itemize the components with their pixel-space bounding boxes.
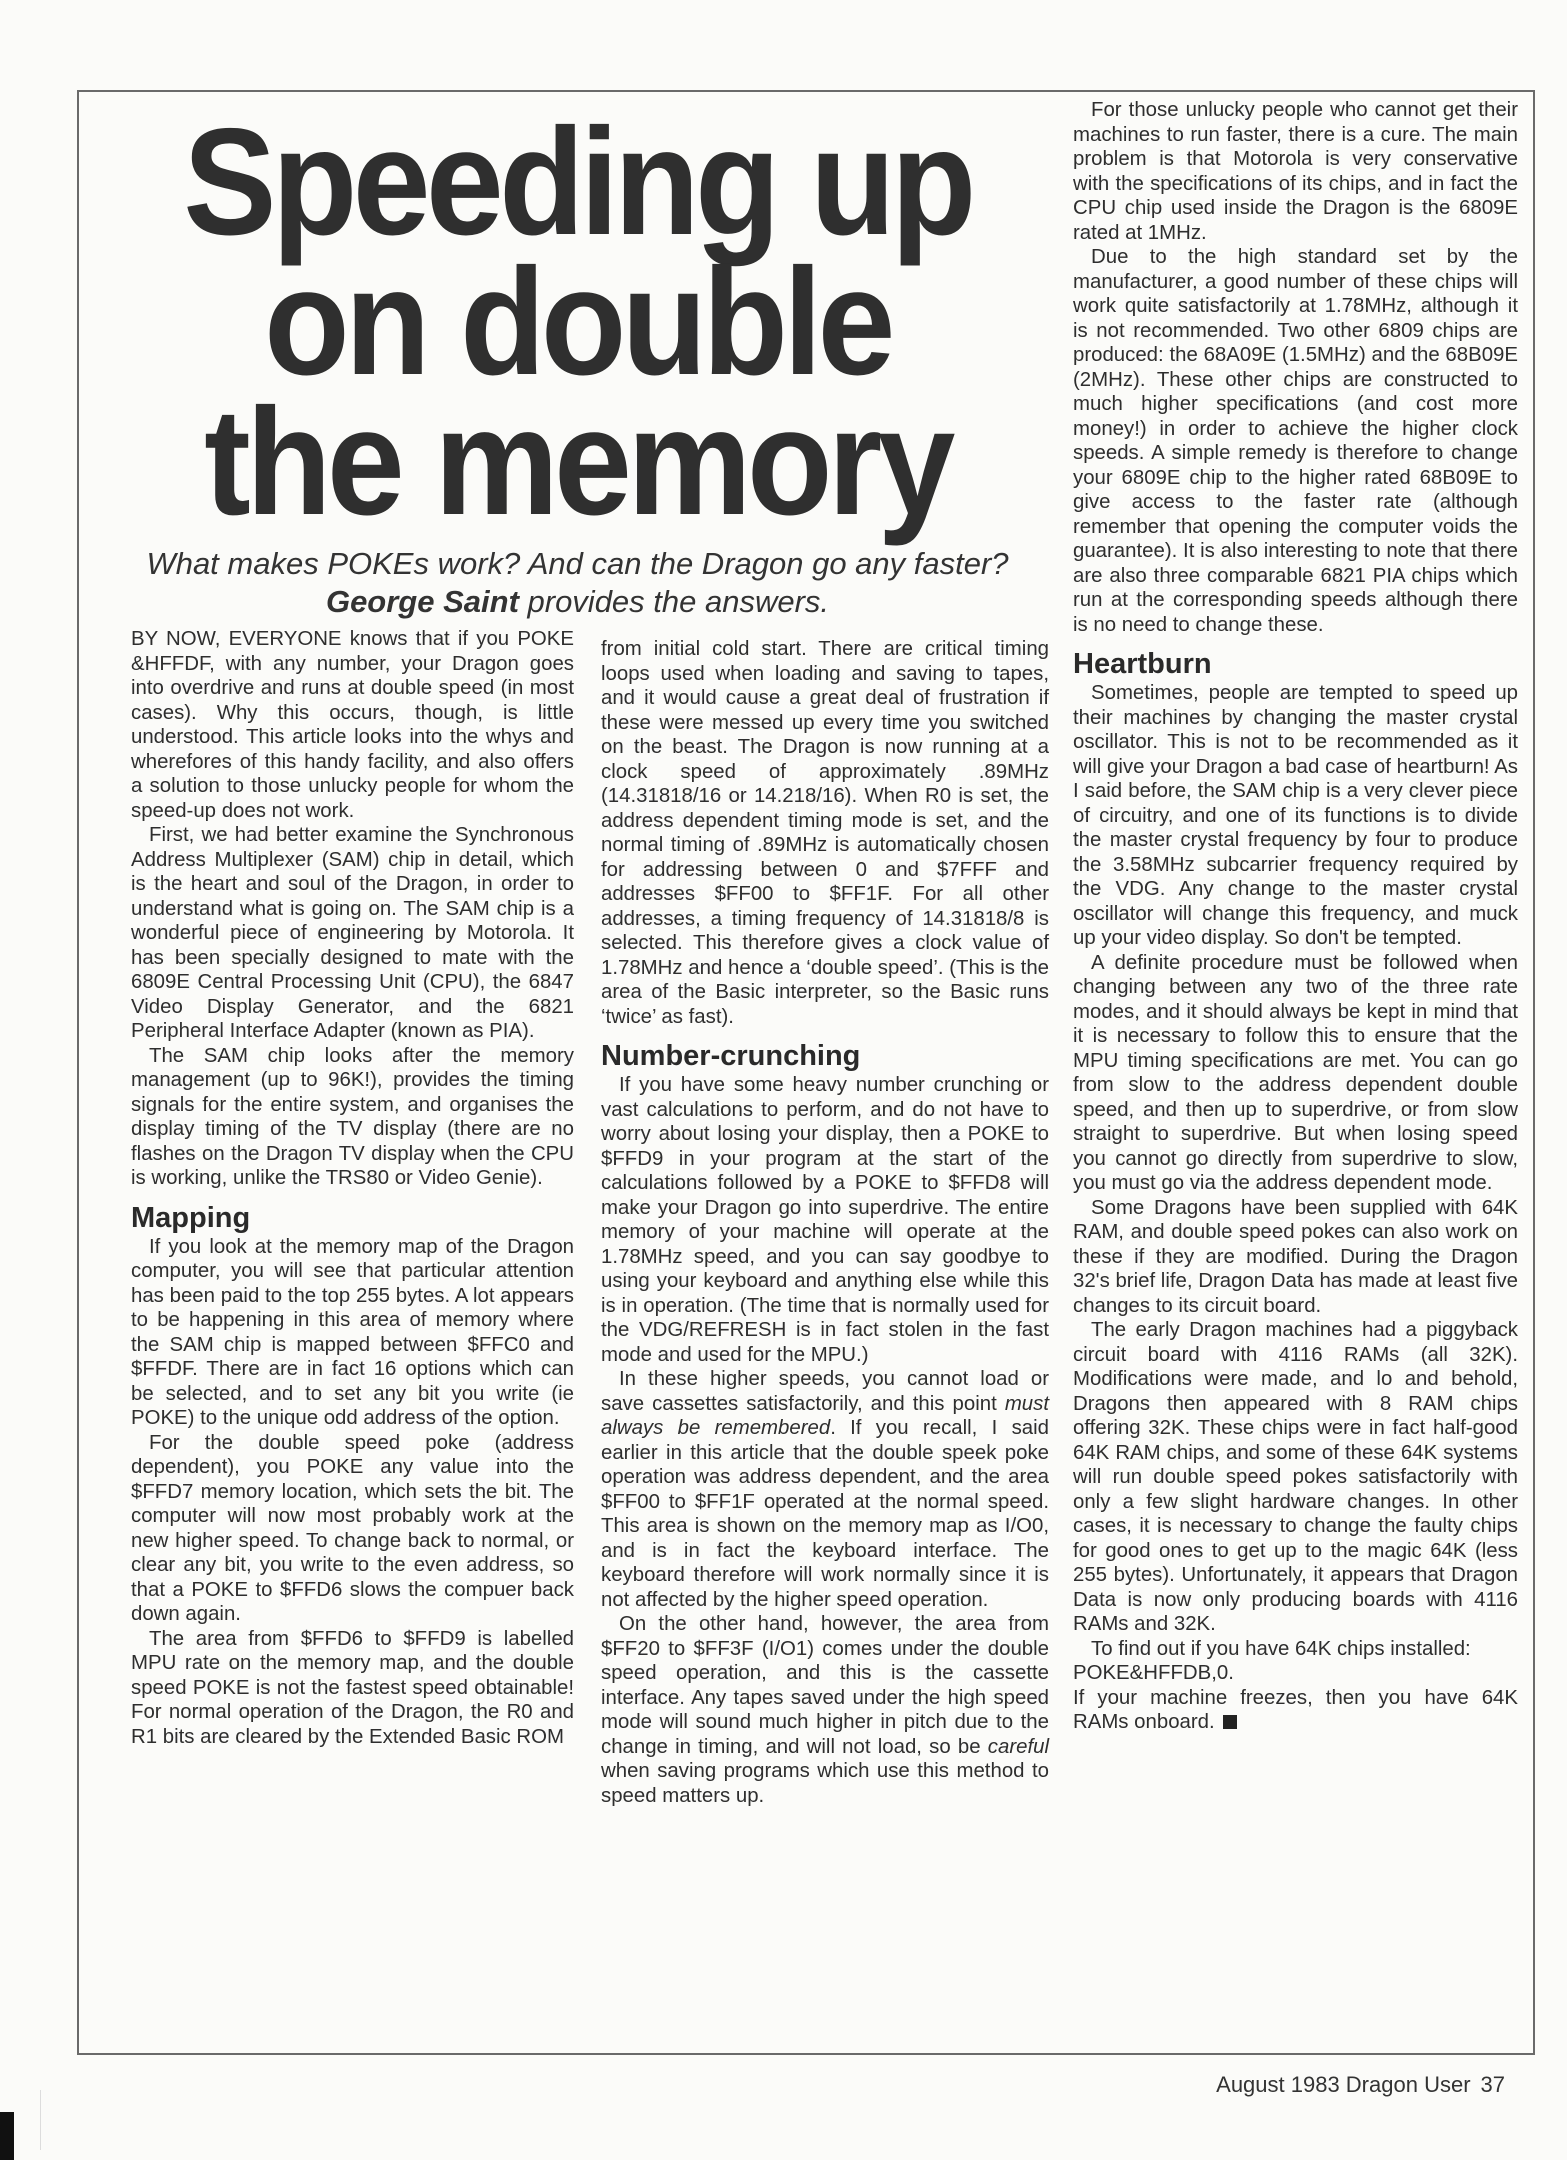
paragraph (601, 1612, 1049, 1808)
subheading-mapping: Mapping (131, 1201, 251, 1234)
title-line-2: on double (264, 237, 891, 407)
standfirst-byline (90, 583, 1065, 621)
paragraph: The area from $FFD6 to $FFD9 is labelled MPU rate on the memory map, and the double speed POKE is not the fastest speed obtainable! For normal operation of the Dragon, the R0 and R1 bits are cleared by the Extended Basic ROM (131, 1627, 574, 1748)
paragraph-final (1073, 1686, 1518, 1735)
paragraph-continued: from initial cold start. There are critical timing loops used when loading and saving to tapes, and it would cause a great deal of frustration if these were messed up every time you switched on the beast. The Dragon is now running at a clock speed of approximately .89MHz (14.31818/16 or 14.218/16). When R0 is set, the address dependent timing mode is set, and the normal timing of .89MHz is automatically chosen for addressing between 0 and $7FFF and addresses $FF00 to $FF1F. For all other addresses, a timing frequency of 14.31818/8 is selected. This therefore gives a clock value of 1.78MHz and hence a ‘double speed’. (This is the area of the Basic interpreter, so the Basic runs ‘twice’ as fast). (601, 638, 1049, 1028)
paragraph: To find out if you have 64K chips installed: (1091, 1637, 1471, 1660)
paragraph: Sometimes, people are tempted to speed up their machines by changing the master crystal oscillator. This is not to be recommended as it will give your Dragon a bad case of heartburn! As I said before, the SAM chip is a very clever piece of circuitry, and one of its functions is to divide the master crystal frequency by four to produce the 3.58MHz subcarrier frequency required by the VDG. Any change to the master crystal oscillator will change this frequency, and muck up your video display. So don't be tempted. (1073, 682, 1518, 949)
paragraph: If you have some heavy number crunching or vast calculations to perform, and do not have to worry about losing your display, then a POKE to $FFD9 in your program at the start of the calculations followed by a POKE to $FFD8 will make your Dragon go into superdrive. The entire memory of your machine will operate at the 1.78MHz speed, and you can say goodbye to using your keyboard and anything else while this is in operation. (The time that is normally used for the VDG/REFRESH is in fact stolen in the fast mode and used for the MPU.) (601, 1074, 1049, 1366)
paragraph: Due to the high standard set by the manufacturer, a good number of these chips will work quite satisfactorily at 1.78MHz, although it is not recommended. Two other 6809 chips are produced: the 68A09E (1.5MHz) and the 68B09E (2MHz). These other chips are constructed to much higher specifications (and cost more money!) in order to achieve the higher clock speeds. A simple remedy is therefore to change your 6809E chip to the higher rated 68B09E to give access to the faster rate (although remember that opening the computer voids the guarantee). It is also interesting to note that there are also three comparable 6821 PIA chips which run at the corresponding speeds although there is no need to change these. (1073, 246, 1518, 636)
issue-label: August 1983 Dragon User (1216, 2072, 1471, 2097)
text-run: If your machine freezes, then you have 64K RAMs onboard. (1073, 1686, 1518, 1733)
scan-margin-line (40, 2090, 41, 2150)
paragraph: A definite procedure must be followed when changing between any two of the three rate modes, and it should always be kept in mind that it is necessary to follow this to ensure that the MPU timing specifications are met. You can go from slow to the address dependent double speed, and then up to superdrive, or from slow straight to superdrive. But when losing speed you cannot go directly from superdrive to slow, you must go via the address dependent mode. (1073, 951, 1518, 1194)
subheading-heartburn: Heartburn (1073, 648, 1212, 680)
subheading-number-crunching: Number-crunching (601, 1040, 861, 1072)
text-run: when saving programs which use this method to speed matters up. (601, 1760, 1049, 1807)
column-1 (131, 627, 574, 1749)
paragraph: Some Dragons have been supplied with 64K RAM, and double speed pokes can also work on these if they are modified. During the Dragon 32's brief life, Dragon Data has made at least five changes to its circuit board. (1073, 1196, 1518, 1317)
paragraph-intro: BY NOW, EVERYONE knows that if you POKE &HFFDF, with any number, your Dragon goes into overdrive and runs at double speed (in most cases). Why this occurs, though, is little understood. This article looks into the whys and wherefores of this handy facility, and also offers a solution to those unlucky people for whom the speed-up does not work. (131, 628, 574, 822)
text-run: On the other hand, however, the area from $FF20 to $FF3F (I/O1) comes under the double speed operation, and this is the cassette interface. Any tapes saved under the high speed mode will sound much higher in pitch due to the change in timing, and will not load, so be (601, 1613, 1049, 1758)
paragraph: First, we had better examine the Synchronous Address Multiplexer (SAM) chip in detail, which is the heart and soul of the Dragon, in order to understand what is going on. The SAM chip is a wonderful piece of engineering by Motorola. It has been specially designed to mate with the 6809E Central Processing Unit (CPU), the 6847 Video Display Generator, and the 6821 Peripheral Interface Adapter (known as PIA). (131, 824, 574, 1042)
page-number: 37 (1480, 2072, 1505, 2097)
scan-edge-shadow (0, 2112, 14, 2160)
author-name: George Saint (325, 584, 519, 619)
paragraph (601, 1367, 1049, 1612)
text-run: In these higher speeds, you cannot load or save cassettes satisfactorily, and this point (601, 1368, 1049, 1415)
standfirst-byline-rest: provides the answers. (518, 584, 830, 619)
end-of-article-square-icon (1223, 1715, 1237, 1729)
page-footer (1216, 2072, 1505, 2098)
paragraph: For the double speed poke (address dependent), you POKE any value into the $FFD7 memory location, which sets the bit. The computer will now most probably work at the new higher speed. To change back to normal, or clear any bit, you write to the even address, so that a POKE to $FFD6 slows the compuer back down again. (131, 1431, 574, 1625)
paragraph: For those unlucky people who cannot get their machines to run faster, there is a cure. The main problem is that Motorola is very conservative with the specifications of its chips, and in fact the CPU chip used inside the Dragon is the 6809E rated at 1MHz. (1073, 99, 1518, 244)
text-run: . If you recall, I said earlier in this article that the double speek poke operation was address dependent, and the area $FF00 to $FF1F operated at the normal speed. This area is shown on the memory map as I/O0, and is in fact the keyboard interface. The keyboard therefore will work normally since it is not affected by the higher speed operation. (601, 1417, 1049, 1611)
title-line-3: the memory (204, 377, 951, 547)
paragraph: The early Dragon machines had a piggyback circuit board with 4116 RAMs (all 32K). Modifications were made, and lo and behold, Dragons then appeared with 8 RAM chips offering 32K. These chips were in fact half-good 64K RAM chips, and some of these 64K systems will run double speed pokes satisfactorily with only a few slight hardware changes. In other cases, it is necessary to change the faulty chips for good ones to get up to the magic 64K (less 255 bytes). Unfortunately, it appears that Dragon Data is now only producing boards with 4116 RAMs and 32K. (1073, 1319, 1518, 1635)
emphasis: careful (987, 1735, 1049, 1758)
headline-block (90, 90, 1065, 620)
paragraph: The SAM chip looks after the memory management (up to 96K!), provides the timing signals for the entire system, and organises the display timing of the TV display (there are no flashes on the Dragon TV display when the CPU is working, unlike the TRS80 or Video Genie). (131, 1044, 574, 1189)
title-line-1: Speeding up (183, 97, 972, 267)
standfirst-question: What makes POKEs work? And can the Dragon go any faster? (146, 546, 1009, 581)
column-2 (601, 637, 1049, 1808)
emphasis: must always be remembered (601, 1392, 1049, 1439)
column-3 (1073, 98, 1518, 1735)
standfirst (90, 545, 1065, 621)
paragraph: If you look at the memory map of the Dragon computer, you will see that particular attention has been paid to the top 255 bytes. A lot appears to be happening in this area of memory where the SAM chip is mapped between $FFC0 and $FFDF. There are in fact 16 options which can be selected, and to set any bit you write (ie POKE) to the unique odd address of the option. (131, 1235, 574, 1429)
code-line: POKE&HFFDB,0. (1073, 1662, 1234, 1684)
article-title (129, 90, 1026, 547)
